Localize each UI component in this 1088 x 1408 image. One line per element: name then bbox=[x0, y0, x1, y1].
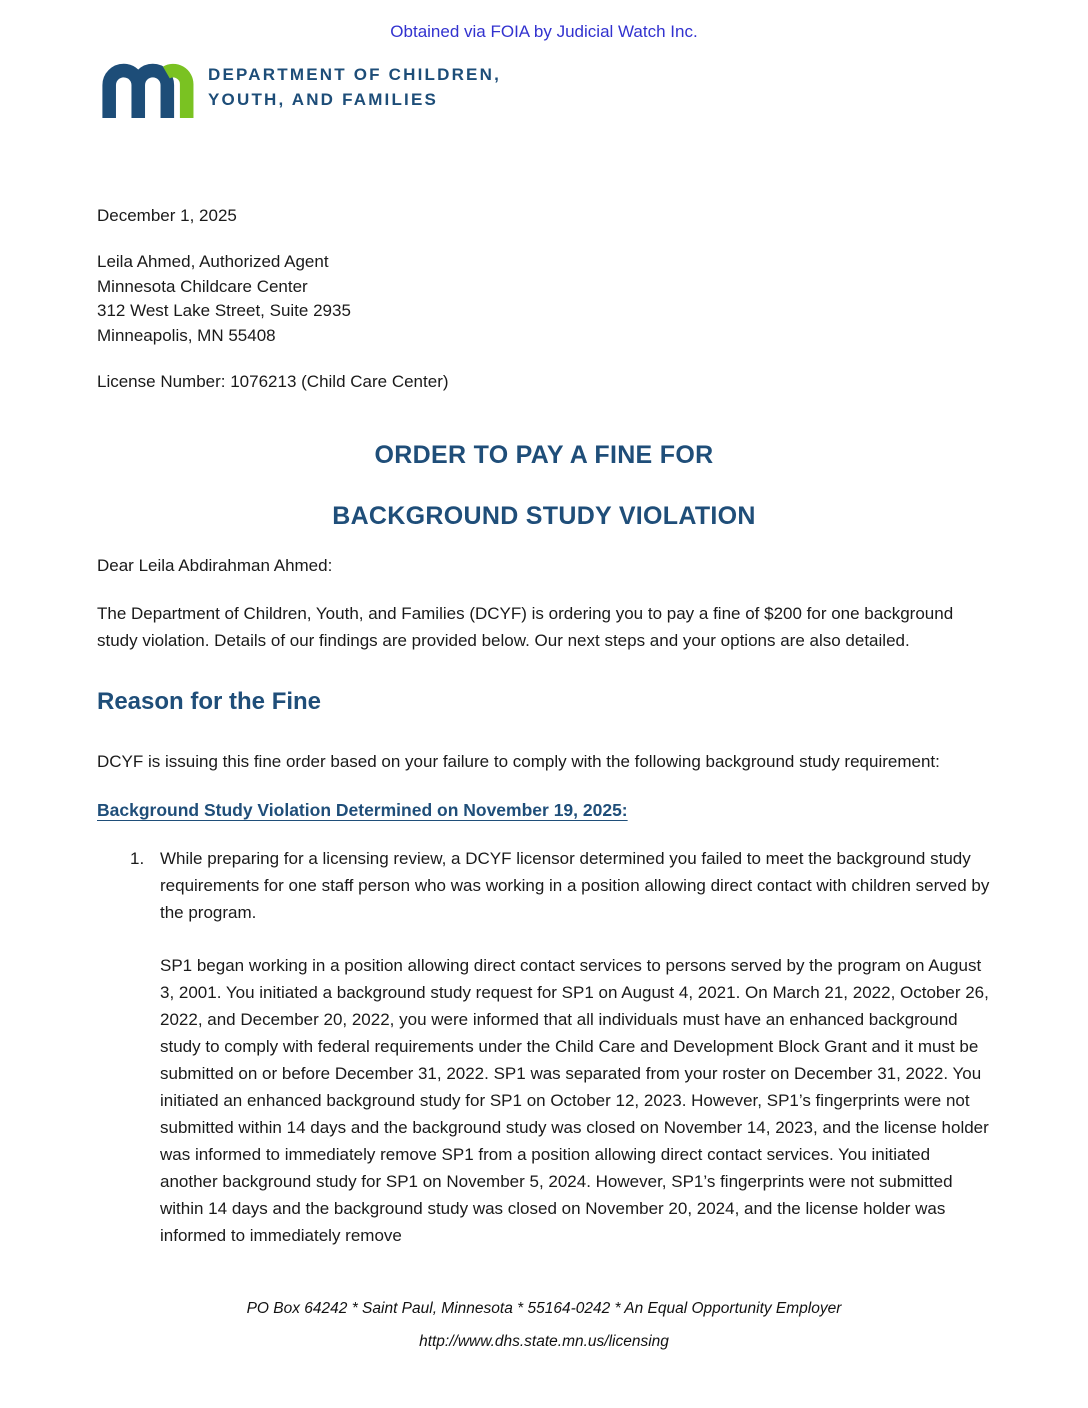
finding-list-item bbox=[97, 845, 990, 926]
letter-date: December 1, 2025 bbox=[97, 206, 237, 225]
agency-name-line1: DEPARTMENT OF CHILDREN, bbox=[208, 65, 501, 84]
intro-paragraph: The Department of Children, Youth, and Families (DCYF) is ordering you to pay a fine of $200 for one background study violation. Details of our findings are provided below. Our next steps and your options are also detailed. bbox=[97, 604, 954, 650]
salutation: Dear Leila Abdirahman Ahmed: bbox=[97, 556, 333, 575]
recipient-street: 312 West Lake Street, Suite 2935 bbox=[97, 301, 351, 320]
document-title-line2: BACKGROUND STUDY VIOLATION bbox=[332, 502, 756, 530]
document-title-line1: ORDER TO PAY A FINE FOR bbox=[374, 441, 714, 469]
finding-detail-paragraph: SP1 began working in a position allowing direct contact services to persons served by the program on August 3, 2001. You initiated a background study request for SP1 on August 4, 2021. On March 21, 2022, October 26, 2022, and December 20, 2022, you were informed that all individuals must have an enhanced background study to comply with federal requirements under the Child Care and Development Block Grant and it must be submitted on or before December 31, 2022. SP1 was separated from your roster on December 31, 2022. You initiated an enhanced background study for SP1 on October 12, 2023. However, SP1’s fingerprints were not submitted within 14 days and the background study was closed on November 14, 2023, and the license holder was informed to immediately remove SP1 from a position allowing direct contact services. You initiated another background study for SP1 on November 5, 2024. However, SP1’s fingerprints were not submitted within 14 days and the background study was closed on November 20, 2024, and the license holder was informed to immediately remove bbox=[160, 956, 989, 1245]
recipient-organization: Minnesota Childcare Center bbox=[97, 276, 308, 296]
license-number-line: License Number: 1076213 (Child Care Center) bbox=[97, 372, 449, 391]
recipient-address-block bbox=[97, 250, 990, 348]
agency-letterhead bbox=[97, 56, 990, 118]
section-intro-paragraph: DCYF is issuing this fine order based on your failure to comply with the following background study requirement: bbox=[97, 752, 940, 771]
foia-watermark-note: Obtained via FOIA by Judicial Watch Inc. bbox=[390, 22, 698, 41]
recipient-name: Leila Ahmed, Authorized Agent bbox=[97, 252, 329, 271]
footer-address-line: PO Box 64242 * Saint Paul, Minnesota * 55164-0242 * An Equal Opportunity Employer bbox=[246, 1300, 842, 1317]
recipient-city-state-zip: Minneapolis, MN 55408 bbox=[97, 325, 276, 345]
list-item-number: 1. bbox=[130, 849, 145, 868]
finding-summary-text: While preparing for a licensing review, a DCYF licensor determined you failed to meet the background study requirements for one staff person who was working in a position allowing direct contact with children served by the program. bbox=[160, 849, 990, 922]
footer-url-line: http://www.dhs.state.mn.us/licensing bbox=[419, 1333, 669, 1350]
agency-name-line2: YOUTH, AND FAMILIES bbox=[208, 90, 439, 109]
mn-state-logo-icon bbox=[97, 56, 195, 118]
section-heading-reason-for-fine: Reason for the Fine bbox=[97, 688, 322, 715]
agency-name bbox=[208, 56, 501, 112]
violation-subheading: Background Study Violation Determined on November 19, 2025: bbox=[97, 800, 628, 820]
